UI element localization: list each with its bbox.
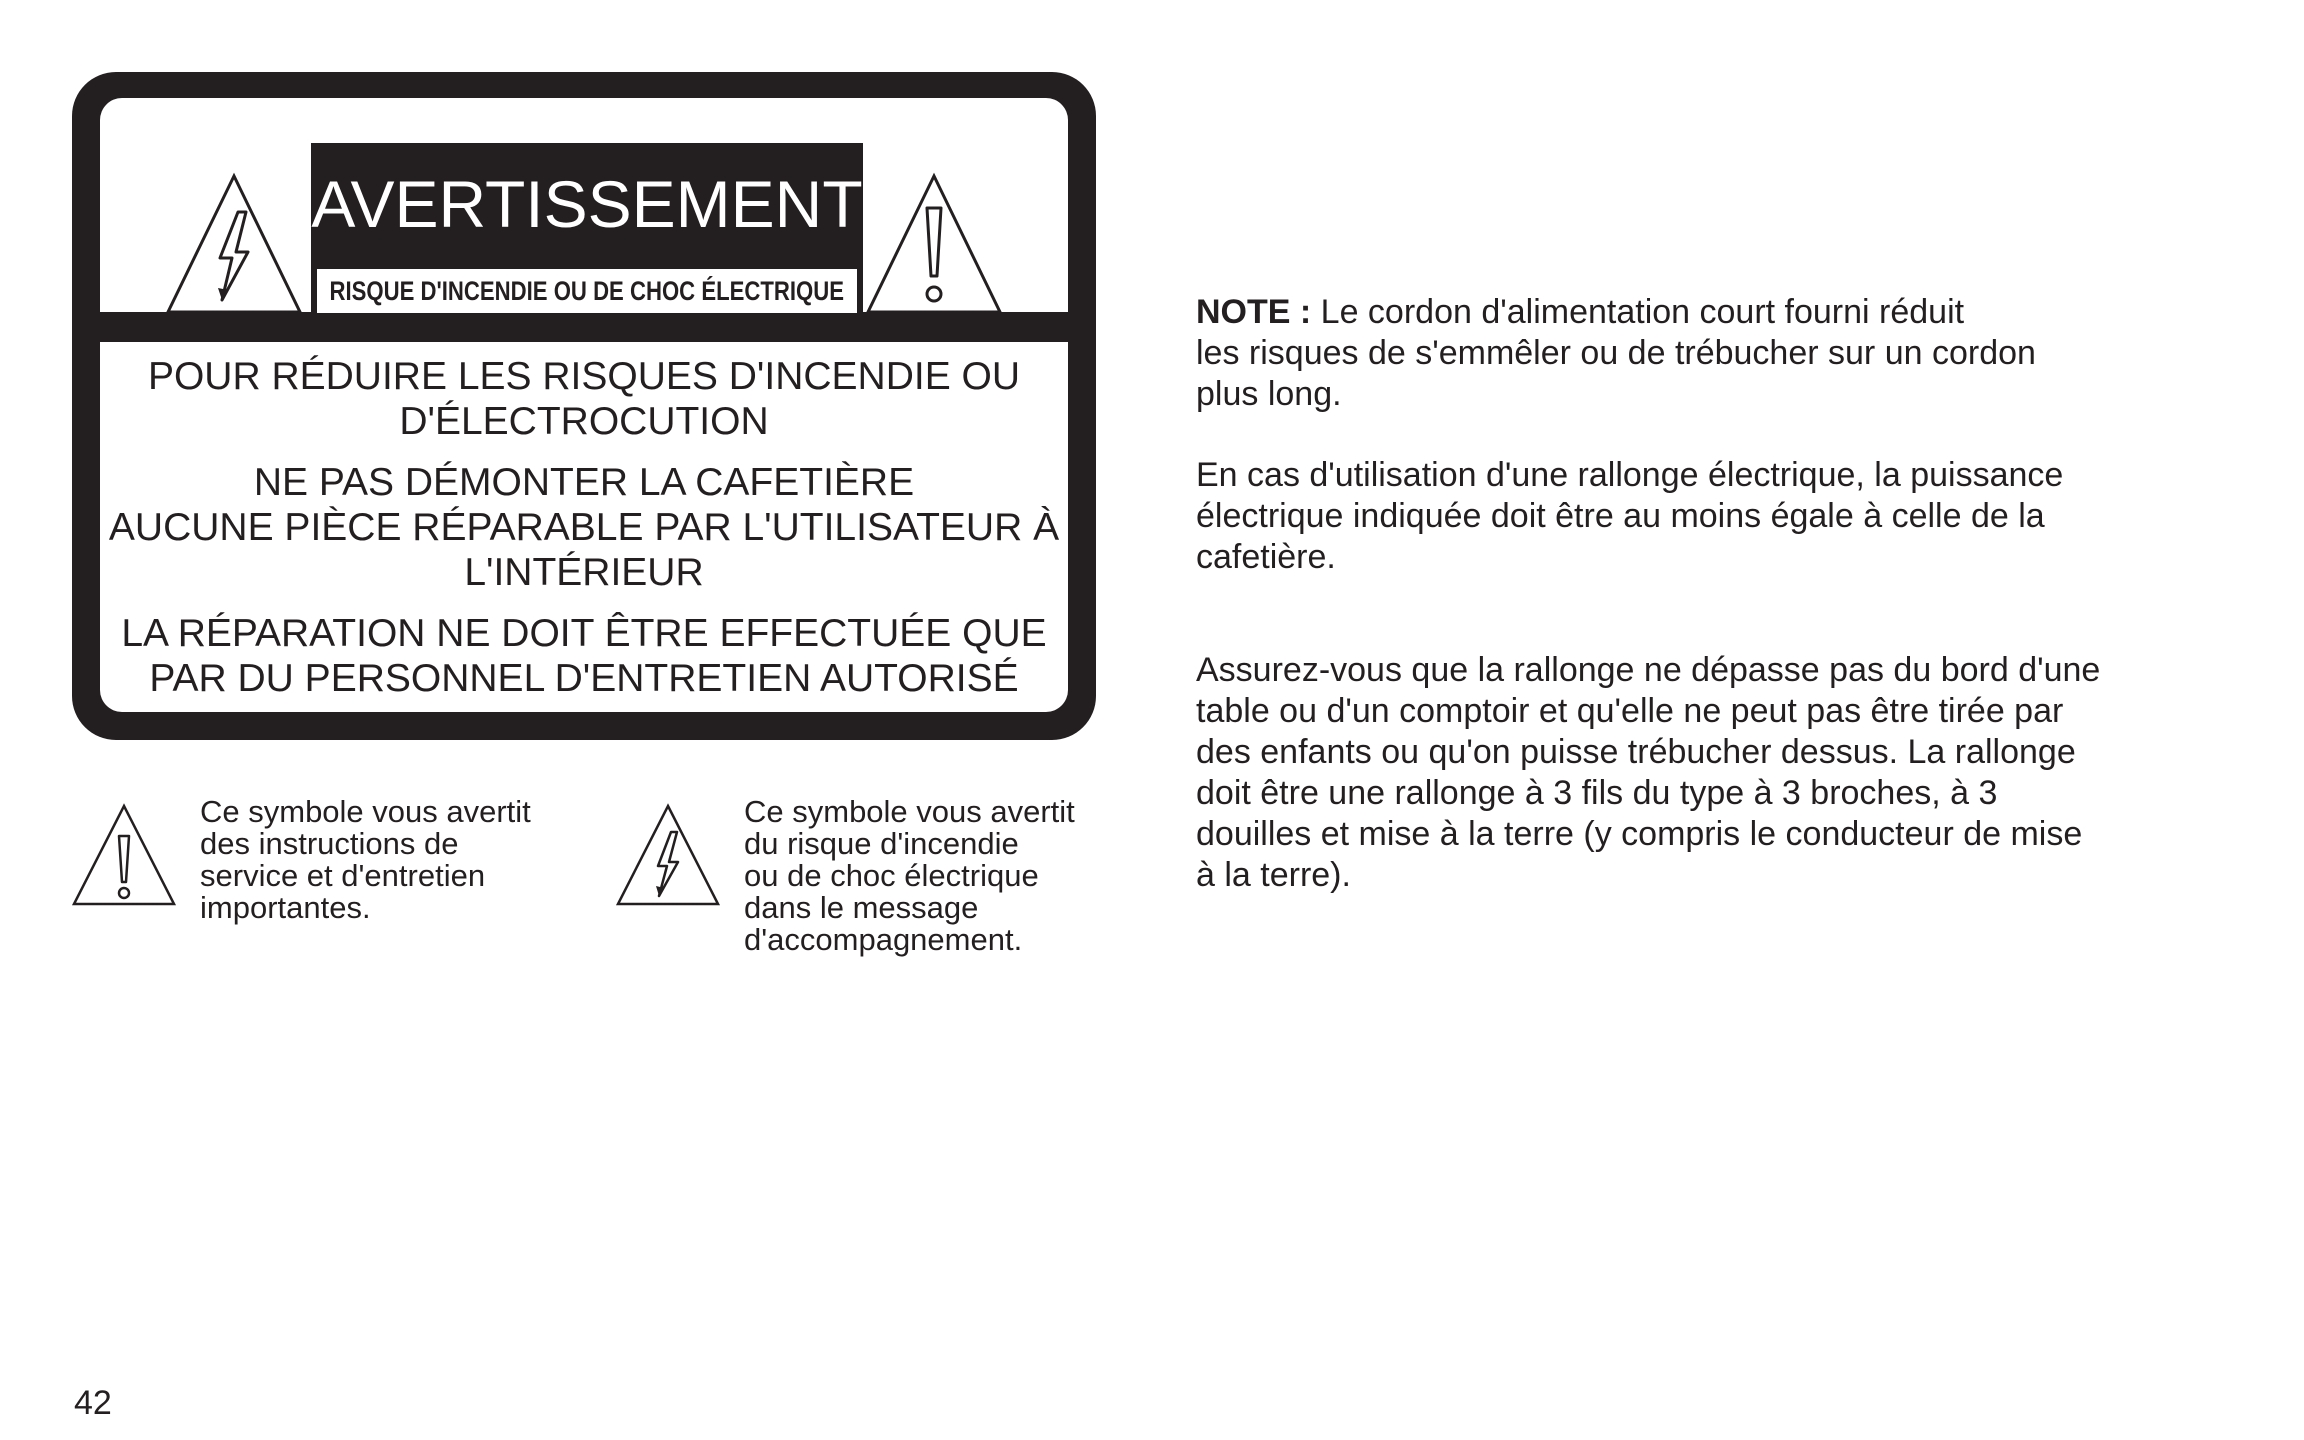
notes-column — [1196, 292, 2216, 896]
warning-subtitle-plate — [317, 269, 857, 313]
page-number: 42 — [74, 1384, 112, 1422]
warning-paragraph: POUR RÉDUIRE LES RISQUES D'INCENDIE OU D'ÉLECTROCUTION — [147, 354, 1021, 443]
warning-paragraph: LA RÉPARATION NE DOIT ÊTRE EFFECTUÉE QUE PAR DU PERSONNEL D'ENTRETIEN AUTORISÉ — [121, 611, 1047, 700]
extension-cord-rating-paragraph: En cas d'utilisation d'une rallonge électrique, la puissance électrique indiquée doit être au moins égale à celle de la cafetière. — [1196, 456, 2064, 576]
warning-header — [100, 98, 1068, 312]
lightning-triangle-icon — [614, 802, 722, 910]
symbol-explanation-service — [70, 796, 531, 924]
note-label: NOTE : — [1196, 293, 1312, 331]
warning-body — [100, 342, 1068, 712]
warning-label — [72, 72, 1096, 740]
symbol-description: Ce symbole vous avertit du risque d'incendie ou de choc électrique dans le message d'accompagnement. — [744, 794, 1075, 957]
warning-paragraph: NE PAS DÉMONTER LA CAFETIÈRE AUCUNE PIÈCE RÉPARABLE PAR L'UTILISATEUR À L'INTÉRIEUR — [108, 460, 1060, 594]
warning-subtitle: RISQUE D'INCENDIE OU DE CHOC ÉLECTRIQUE — [329, 275, 845, 306]
note-paragraph — [1196, 292, 2216, 415]
symbol-description: Ce symbole vous avertit des instructions de service et d'entretien importantes. — [200, 794, 531, 925]
warning-title: AVERTISSEMENT — [311, 167, 863, 241]
exclamation-triangle-icon — [864, 172, 1004, 316]
note-text: Le cordon d'alimentation court fourni réduit les risques de s'emmêler ou de trébucher sur un cordon plus long. — [1196, 293, 2036, 413]
exclamation-triangle-icon — [70, 802, 178, 910]
symbol-explanation-shock — [614, 796, 1075, 956]
extension-cord-safety-paragraph: Assurez-vous que la rallonge ne dépasse pas du bord d'une table ou d'un comptoir et qu'elle ne peut pas être tirée par des enfants ou qu'on puisse trébucher dessus. La rallonge doit être une rallonge à 3 fils du type à 3 broches, à 3 douilles et mise à la terre (y compris le conducteur de mise à la terre). — [1196, 651, 2101, 894]
warning-title-plate — [311, 143, 863, 319]
lightning-triangle-icon — [164, 172, 304, 316]
